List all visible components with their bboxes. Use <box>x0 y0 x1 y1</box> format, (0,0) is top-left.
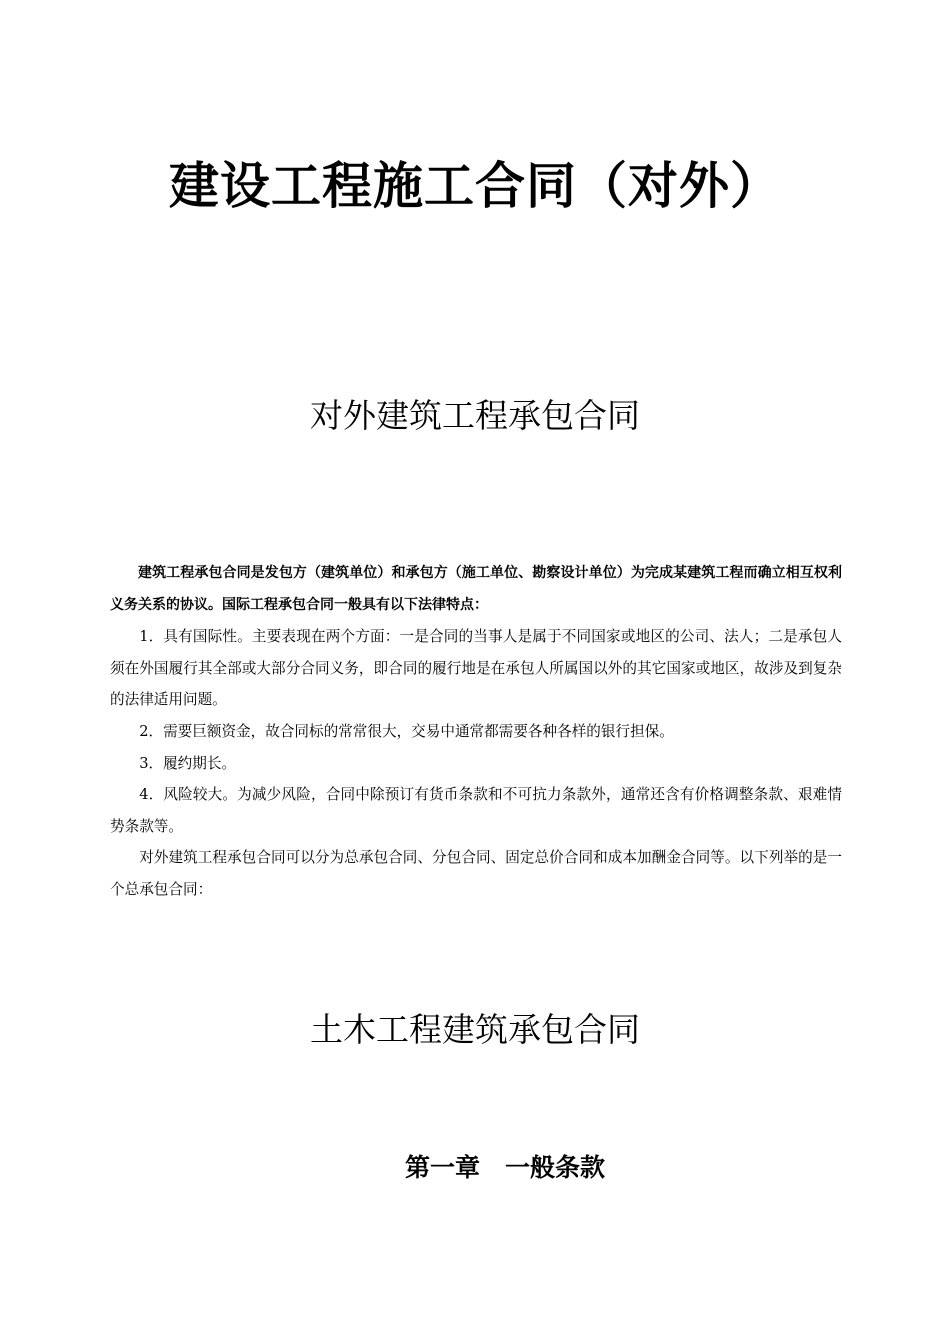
feature-paragraph-4: 4．风险较大。为减少风险，合同中除预订有货币条款和不可抗力条款外，通常还含有价格调整条款、艰难情势条款等。 <box>110 786 842 835</box>
body-text <box>110 558 842 906</box>
feature-paragraph-1: 1．具有国际性。主要表现在两个方面：一是合同的当事人是属于不同国家或地区的公司、法人；二是承包人须在外国履行其全部或大部分合同义务，即合同的履行地是在承包人所属国以外的其它国家或地区，故涉及到复杂的法律适用问题。 <box>110 628 842 709</box>
contract-title: 土木工程建筑承包合同 <box>310 1010 640 1049</box>
feature-paragraph-3: 3．履约期长。 <box>139 754 237 772</box>
classification-paragraph: 对外建筑工程承包合同可以分为总承包合同、分包合同、固定总价合同和成本加酬金合同等。以下列举的是一个总承包合同： <box>110 849 842 898</box>
intro-paragraph: 建筑工程承包合同是发包方（建筑单位）和承包方（施工单位、勘察设计单位）为完成某建筑工程而确立相互权利义务关系的协议。国际工程承包合同一般具有以下法律特点： <box>110 565 842 613</box>
subtitle: 对外建筑工程承包合同 <box>310 396 640 435</box>
main-title: 建设工程施工合同（对外） <box>169 157 781 215</box>
feature-paragraph-2: 2．需要巨额资金，故合同标的常常很大，交易中通常都需要各种各样的银行担保。 <box>139 722 674 740</box>
chapter-title: 第一章 一般条款 <box>404 1153 605 1182</box>
